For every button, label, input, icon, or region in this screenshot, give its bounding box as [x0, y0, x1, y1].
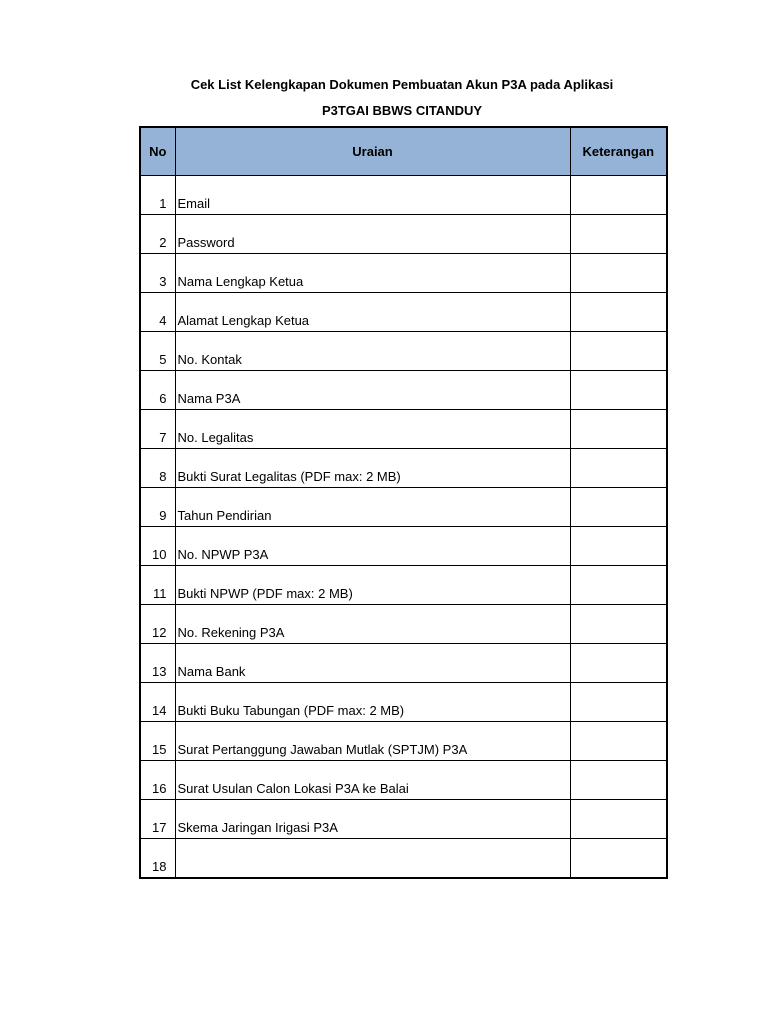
row-keterangan: [570, 449, 667, 488]
row-uraian: [175, 839, 570, 879]
row-uraian: Alamat Lengkap Ketua: [175, 293, 570, 332]
row-number: 1: [140, 176, 175, 215]
table-row: [140, 254, 667, 293]
row-uraian: Password: [175, 215, 570, 254]
row-keterangan: [570, 761, 667, 800]
row-number: 6: [140, 371, 175, 410]
table-row: [140, 371, 667, 410]
row-keterangan: [570, 371, 667, 410]
row-number: 12: [140, 605, 175, 644]
row-number: 2: [140, 215, 175, 254]
row-uraian: No. NPWP P3A: [175, 527, 570, 566]
row-keterangan: [570, 605, 667, 644]
table-body: [140, 176, 667, 879]
row-keterangan: [570, 410, 667, 449]
row-keterangan: [570, 839, 667, 879]
row-keterangan: [570, 332, 667, 371]
row-number: 14: [140, 683, 175, 722]
row-uraian: Surat Usulan Calon Lokasi P3A ke Balai: [175, 761, 570, 800]
row-uraian: Tahun Pendirian: [175, 488, 570, 527]
row-keterangan: [570, 215, 667, 254]
row-uraian: Bukti Buku Tabungan (PDF max: 2 MB): [175, 683, 570, 722]
document-title: Cek List Kelengkapan Dokumen Pembuatan Akun P3A pada Aplikasi: [190, 77, 614, 92]
row-number: 9: [140, 488, 175, 527]
row-uraian: Nama P3A: [175, 371, 570, 410]
row-uraian: Bukti Surat Legalitas (PDF max: 2 MB): [175, 449, 570, 488]
row-number: 10: [140, 527, 175, 566]
table-row: [140, 332, 667, 371]
row-keterangan: [570, 800, 667, 839]
row-number: 16: [140, 761, 175, 800]
table-header-row: [140, 127, 667, 176]
row-number: 4: [140, 293, 175, 332]
table-row: [140, 800, 667, 839]
row-number: 15: [140, 722, 175, 761]
row-number: 5: [140, 332, 175, 371]
table-row: [140, 761, 667, 800]
row-number: 7: [140, 410, 175, 449]
table-row: [140, 176, 667, 215]
table-row: [140, 215, 667, 254]
table-row: [140, 410, 667, 449]
row-number: 8: [140, 449, 175, 488]
row-uraian: Nama Lengkap Ketua: [175, 254, 570, 293]
row-keterangan: [570, 644, 667, 683]
row-number: 18: [140, 839, 175, 879]
table-row: [140, 293, 667, 332]
row-uraian: Bukti NPWP (PDF max: 2 MB): [175, 566, 570, 605]
header-keterangan: Keterangan: [570, 127, 667, 176]
table-row: [140, 566, 667, 605]
table-row: [140, 488, 667, 527]
row-uraian: No. Legalitas: [175, 410, 570, 449]
row-keterangan: [570, 293, 667, 332]
row-uraian: No. Rekening P3A: [175, 605, 570, 644]
row-uraian: Email: [175, 176, 570, 215]
table-row: [140, 683, 667, 722]
table-row: [140, 839, 667, 879]
table-row: [140, 605, 667, 644]
table-row: [140, 527, 667, 566]
row-keterangan: [570, 566, 667, 605]
document-subtitle: P3TGAI BBWS CITANDUY: [321, 103, 483, 118]
row-uraian: Nama Bank: [175, 644, 570, 683]
row-keterangan: [570, 176, 667, 215]
row-number: 3: [140, 254, 175, 293]
table-row: [140, 722, 667, 761]
row-keterangan: [570, 683, 667, 722]
row-uraian: Skema Jaringan Irigasi P3A: [175, 800, 570, 839]
row-number: 11: [140, 566, 175, 605]
row-number: 13: [140, 644, 175, 683]
checklist-table: [139, 126, 668, 879]
table-row: [140, 449, 667, 488]
row-keterangan: [570, 254, 667, 293]
row-keterangan: [570, 722, 667, 761]
header-uraian: Uraian: [175, 127, 570, 176]
table-row: [140, 644, 667, 683]
row-uraian: No. Kontak: [175, 332, 570, 371]
header-no: No: [140, 127, 175, 176]
row-keterangan: [570, 527, 667, 566]
row-uraian: Surat Pertanggung Jawaban Mutlak (SPTJM) P3A: [175, 722, 570, 761]
row-number: 17: [140, 800, 175, 839]
row-keterangan: [570, 488, 667, 527]
